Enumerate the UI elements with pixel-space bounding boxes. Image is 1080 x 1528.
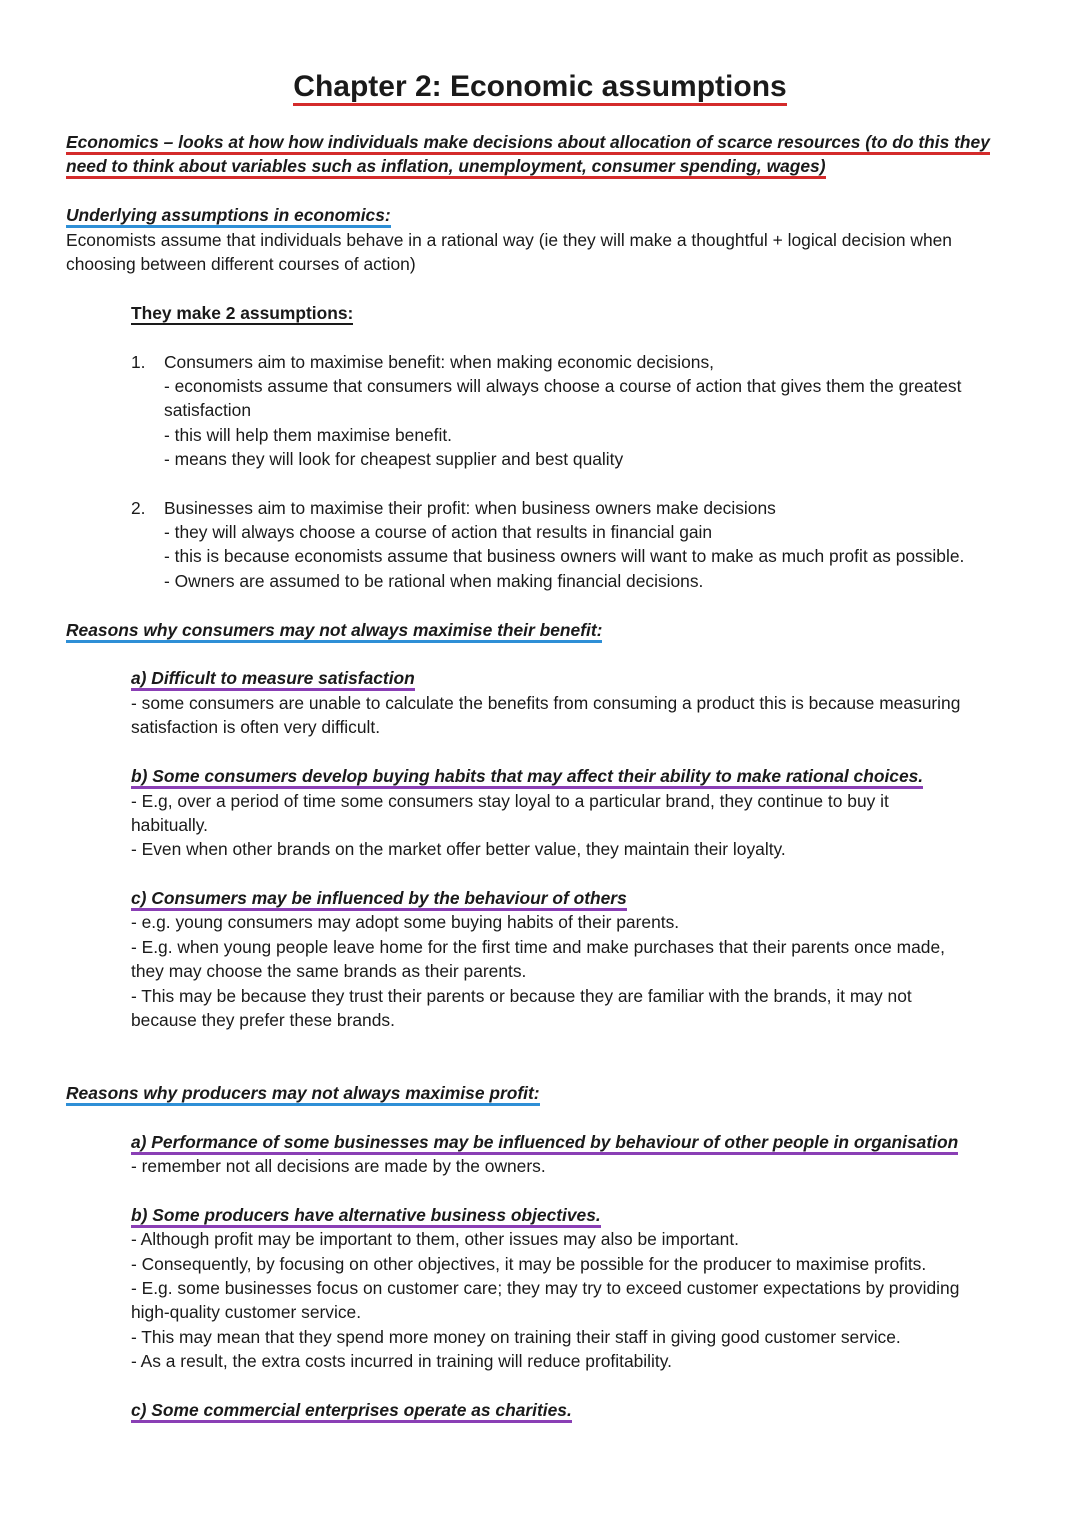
producers-b-line-2: - Consequently, by focusing on other objectives, it may be possible for the producer to maximise profits. [131,1254,927,1274]
consumers-c-line-3: they may choose the same brands as their parents. [131,961,527,981]
assumption-2-lead: 2. Businesses aim to maximise their profit: when business owners make decisions [131,498,776,518]
producers-c-heading: c) Some commercial enterprises operate as charities. [131,1398,572,1422]
consumers-heading: Reasons why consumers may not always maximise their benefit: [66,618,602,642]
consumers-c-line-1: - e.g. young consumers may adopt some buying habits of their parents. [131,912,680,932]
consumers-b-line-1: - E.g, over a period of time some consumers stay loyal to a particular brand, they continue to buy it [131,791,889,811]
assumption-1-line-1: - economists assume that consumers will always choose a course of action that gives them the greatest [164,376,962,396]
consumers-b-line-3: - Even when other brands on the market offer better value, they maintain their loyalty. [131,839,786,859]
page-title: Chapter 2: Economic assumptions [0,68,1080,106]
assumption-1-line-2: satisfaction [164,400,251,420]
consumers-c-line-4: - This may be because they trust their parents or because they are familiar with the brands, it may not [131,986,912,1006]
assumption-1-line-3: - this will help them maximise benefit. [164,425,453,445]
assumption-1-line-4: - means they will look for cheapest supplier and best quality [164,449,624,469]
producers-b-heading: b) Some producers have alternative business objectives. [131,1203,601,1227]
producers-heading: Reasons why producers may not always maximise profit: [66,1081,540,1105]
consumers-c-line-2: - E.g. when young people leave home for the first time and make purchases that their parents once made, [131,937,945,957]
consumers-a-line-1: - some consumers are unable to calculate the benefits from consuming a product this is because measuring [131,693,961,713]
producers-b-line-1: - Although profit may be important to them, other issues may also be important. [131,1229,740,1249]
assumptions-heading: They make 2 assumptions: [131,303,354,323]
consumers-b-heading: b) Some consumers develop buying habits that may affect their ability to make rational choices. [131,764,923,788]
underlying-line-2: choosing between different courses of action) [66,254,416,274]
assumption-2-line-2: - this is because economists assume that business owners will want to make as much profit as possible. [164,546,965,566]
consumers-c-heading: c) Consumers may be influenced by the behaviour of others [131,886,627,910]
producers-b-line-5: - This may mean that they spend more money on training their staff in giving good customer service. [131,1327,901,1347]
assumption-1-lead: 1. Consumers aim to maximise benefit: when making economic decisions, [131,352,714,372]
producers-a-heading: a) Performance of some businesses may be influenced by behaviour of other people in organisation [131,1130,958,1154]
intro-line-1: Economics – looks at how how individuals make decisions about allocation of scarce resources (to do this they [66,130,990,154]
consumers-b-line-2: habitually. [131,815,209,835]
producers-b-line-3: - E.g. some businesses focus on customer care; they may try to exceed customer expectations by providing [131,1278,960,1298]
consumers-a-heading: a) Difficult to measure satisfaction [131,666,415,690]
underlying-line-1: Economists assume that individuals behave in a rational way (ie they will make a thoughtful + logical decision when [66,230,952,250]
consumers-c-line-5: because they prefer these brands. [131,1010,395,1030]
assumption-2-line-1: - they will always choose a course of action that results in financial gain [164,522,713,542]
underlying-heading: Underlying assumptions in economics: [66,203,391,227]
producers-b-line-4: high-quality customer service. [131,1302,362,1322]
consumers-a-line-2: satisfaction is often very difficult. [131,717,381,737]
producers-a-line-1: - remember not all decisions are made by the owners. [131,1156,546,1176]
intro-line-2: need to think about variables such as inflation, unemployment, consumer spending, wages) [66,154,826,178]
assumption-2-line-3: - Owners are assumed to be rational when making financial decisions. [164,571,704,591]
producers-b-line-6: - As a result, the extra costs incurred in training will reduce profitability. [131,1351,672,1371]
